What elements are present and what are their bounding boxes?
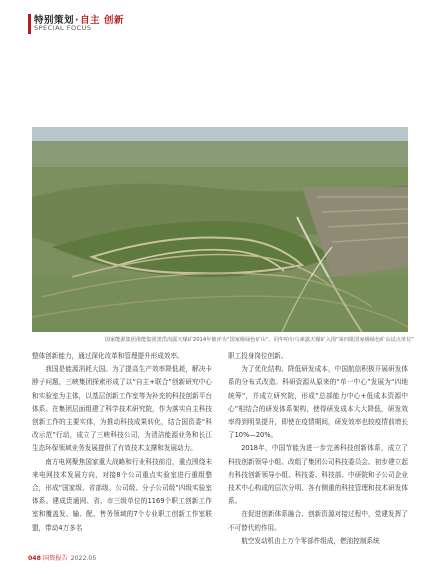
issue-date: 2022.05 bbox=[70, 555, 97, 562]
left-column bbox=[32, 350, 212, 535]
page-number: 048 bbox=[28, 555, 41, 562]
section-title-en: SPECIAL FOCUS bbox=[34, 24, 92, 32]
paragraph: 南方电网聚焦国家重大战略和行业科技前沿，重点围绕未来电网技术发展方向，对接8个公司重点实验室进行重组整合，形成“国家级、省部级、公司级、分子公司级”四级实验室体系。建成贵通网、省、市三级单位的1169个职工创新工作室和覆盖发、输、配、售务领域的7个专业职工创新工作室联盟，带动4万多名 bbox=[32, 457, 212, 532]
paragraph: 为了优化结构、降低研发成本，中国航信积极开展研发体系的分布式改造。科研资源从原来的“单一中心”发展为“四地统筹”，并成立研究院，形成“总部能力中心+低成本资源中心”相结合的研发体系架构，使得研发成本大大降低，研发效率得到明显提升，即使在疫情期间，研发效率也较疫情前增长了10%—20%。 bbox=[228, 365, 408, 440]
paragraph: 整体创新能力，通过深化改革和管理提升形成效率。 bbox=[32, 352, 184, 360]
aerial-mine-photo bbox=[32, 127, 408, 332]
topic-b: 创新 bbox=[103, 15, 124, 26]
paragraph: 我国是能源消耗大国。为了提高生产效率降低耗，解决卡脖子问题，三峡集团探索形成了以“自主+联合”创新研究中心和实验室为主体，以基层创新工作室等为补充的科技创新平台体系。在集团层面组建了科学技术研究院，作为落实自主科技创新工作的主要实体，为推动科技成果转化，结合国资委“科改示范”行动，成立了三峡科技公司，为清洁能源业务和长江生态环保领域业务发展提供了有效技术支撑和发展动力。 bbox=[32, 365, 212, 453]
section-separator: · bbox=[75, 15, 80, 26]
photo-caption: 国家能源集团准能集团黑岱沟露天煤矿2014年被评为“国家级绿色矿山”，同年哈尔乌素露天煤矿入围“第四批国家级绿色矿山试点单位” bbox=[104, 337, 414, 343]
paragraph: 2018年，中国节能为进一步完善科技创新体系，成立了科技创新领导小组、改组了集团公司科技委员会。初步建立起有科技创新领导小组、科技委、科技部、中研院和子公司企业技术中心构成的层次分明、各有侧重的科技管理和技术研发体系。 bbox=[228, 444, 408, 506]
mine-landscape-illustration bbox=[32, 127, 408, 332]
section-title-text: 特别策划 bbox=[34, 15, 75, 26]
right-column bbox=[228, 350, 408, 548]
topic-a: 自主 bbox=[80, 15, 101, 26]
page-footer bbox=[28, 553, 96, 562]
paragraph: 航空发动机由上万个零部件组成，燃油控制系统 bbox=[241, 536, 380, 545]
paragraph: 在促进创新体系融合、创新资源对接过程中，党建发挥了不可替代的作用。 bbox=[228, 510, 408, 532]
header-accent-bar bbox=[28, 14, 31, 34]
paragraph: 职工投身岗位创新。 bbox=[228, 352, 288, 360]
magazine-name: 国资报告 bbox=[42, 555, 68, 562]
